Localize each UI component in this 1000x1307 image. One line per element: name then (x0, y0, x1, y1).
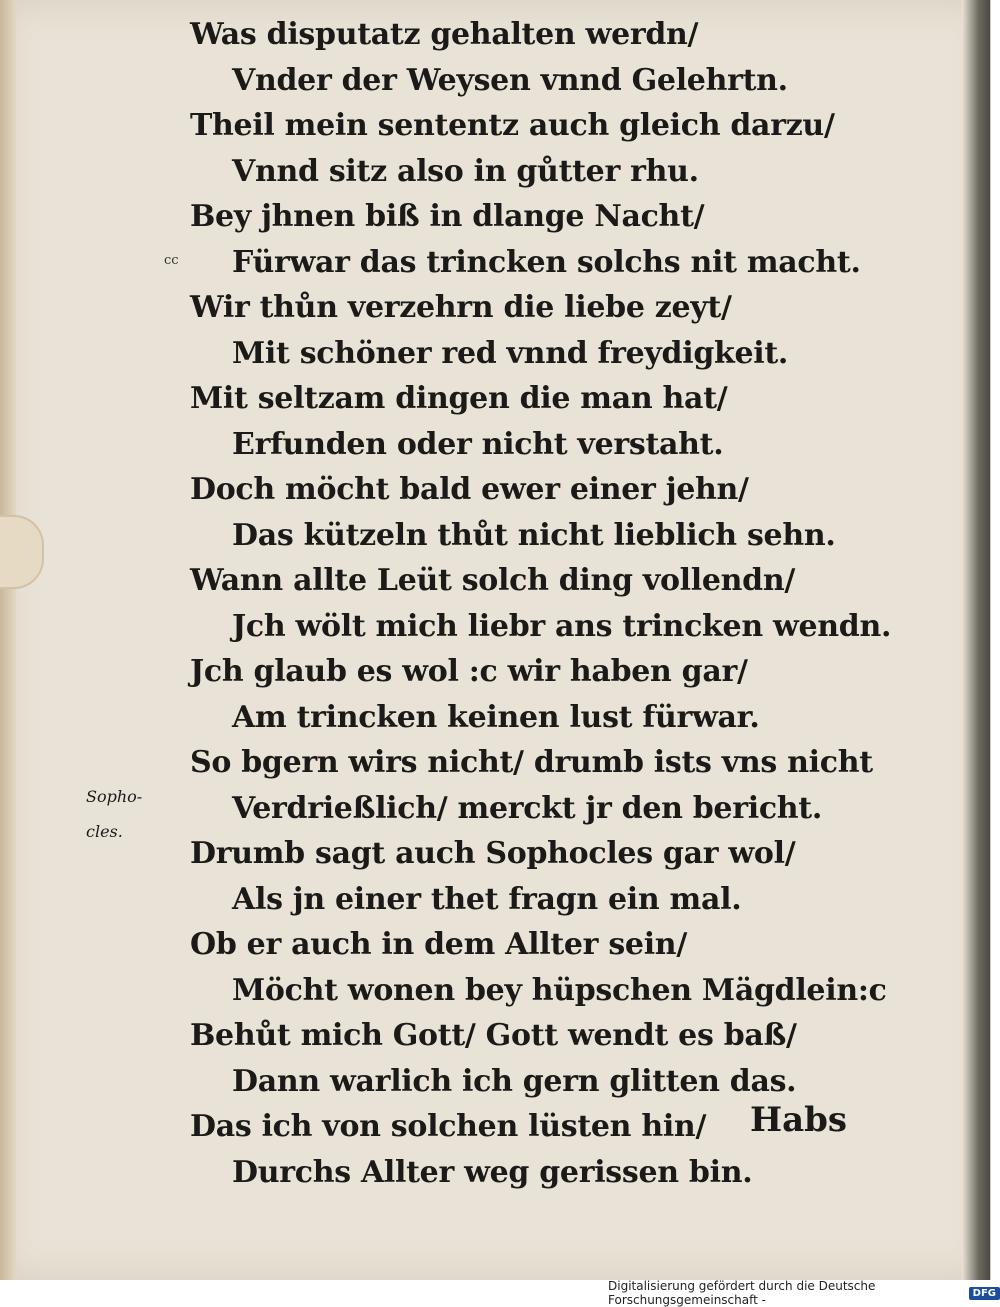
margin-note-cles: cles. (86, 822, 123, 841)
book-spine-shadow (962, 0, 990, 1280)
footer-credit (608, 1279, 1000, 1307)
verse-line: Dann warlich ich gern glitten das. (232, 1063, 797, 1099)
verse-line: Drumb sagt auch Sophocles gar wol/ (190, 836, 796, 871)
verse-line: Vnder der Weysen vnnd Gelehrtn. (232, 62, 788, 98)
page-left-edge (0, 0, 16, 1280)
verse-line: Vnnd sitz also in gůtter rhu. (232, 153, 699, 189)
footer-text: Digitalisierung gefördert durch die Deutsche Forschungsgemeinschaft - (608, 1279, 876, 1307)
catchword: Habs (750, 1100, 848, 1140)
verse-line: Theil mein sententz auch gleich darzu/ (190, 108, 835, 143)
verse-line: Möcht wonen bey hüpschen Mägdlein:c (232, 972, 887, 1008)
verse-line: Mit seltzam dingen die man hat/ (190, 381, 728, 416)
dfg-logo: DFG (969, 1287, 1000, 1300)
verse-line: Das kützeln thůt nicht lieblich sehn. (232, 517, 836, 553)
verse-line: Am trincken keinen lust fürwar. (232, 699, 760, 735)
book-clasp (0, 515, 44, 589)
verse-line: So bgern wirs nicht/ drumb ists vns nicht (190, 745, 873, 780)
line-mark: cc (164, 253, 179, 268)
verse-line: Doch möcht bald ewer einer jehn/ (190, 472, 749, 507)
verse-line: Verdrießlich/ merckt jr den bericht. (232, 790, 823, 826)
verse-line: Als jn einer thet fragn ein mal. (232, 881, 742, 917)
verse-line: Das ich von solchen lüsten hin/ (190, 1109, 707, 1144)
verse-line: Erfunden oder nicht verstaht. (232, 426, 724, 462)
verse-line: Mit schöner red vnnd freydigkeit. (232, 335, 789, 371)
verse-block (190, 12, 892, 1195)
verse-line: Ob er auch in dem Allter sein/ (190, 927, 687, 962)
verse-line: Jch glaub es wol :c wir haben gar/ (190, 654, 748, 689)
verse-line: Wir thůn verzehrn die liebe zeyt/ (190, 290, 732, 325)
margin-note-sopho: Sopho- (86, 787, 143, 806)
verse-line: Behůt mich Gott/ Gott wendt es baß/ (190, 1018, 797, 1053)
verse-line: Fürwar das trincken solchs nit macht. (232, 244, 861, 280)
verse-line: Was disputatz gehalten werdn/ (190, 17, 699, 52)
verse-line: Wann allte Leüt solch ding vollendn/ (190, 563, 796, 598)
verse-line: Jch wölt mich liebr ans trincken wendn. (232, 608, 892, 644)
verse-line: Durchs Allter weg gerissen bin. (232, 1154, 753, 1190)
verse-line: Bey jhnen biß in dlange Nacht/ (190, 199, 705, 234)
